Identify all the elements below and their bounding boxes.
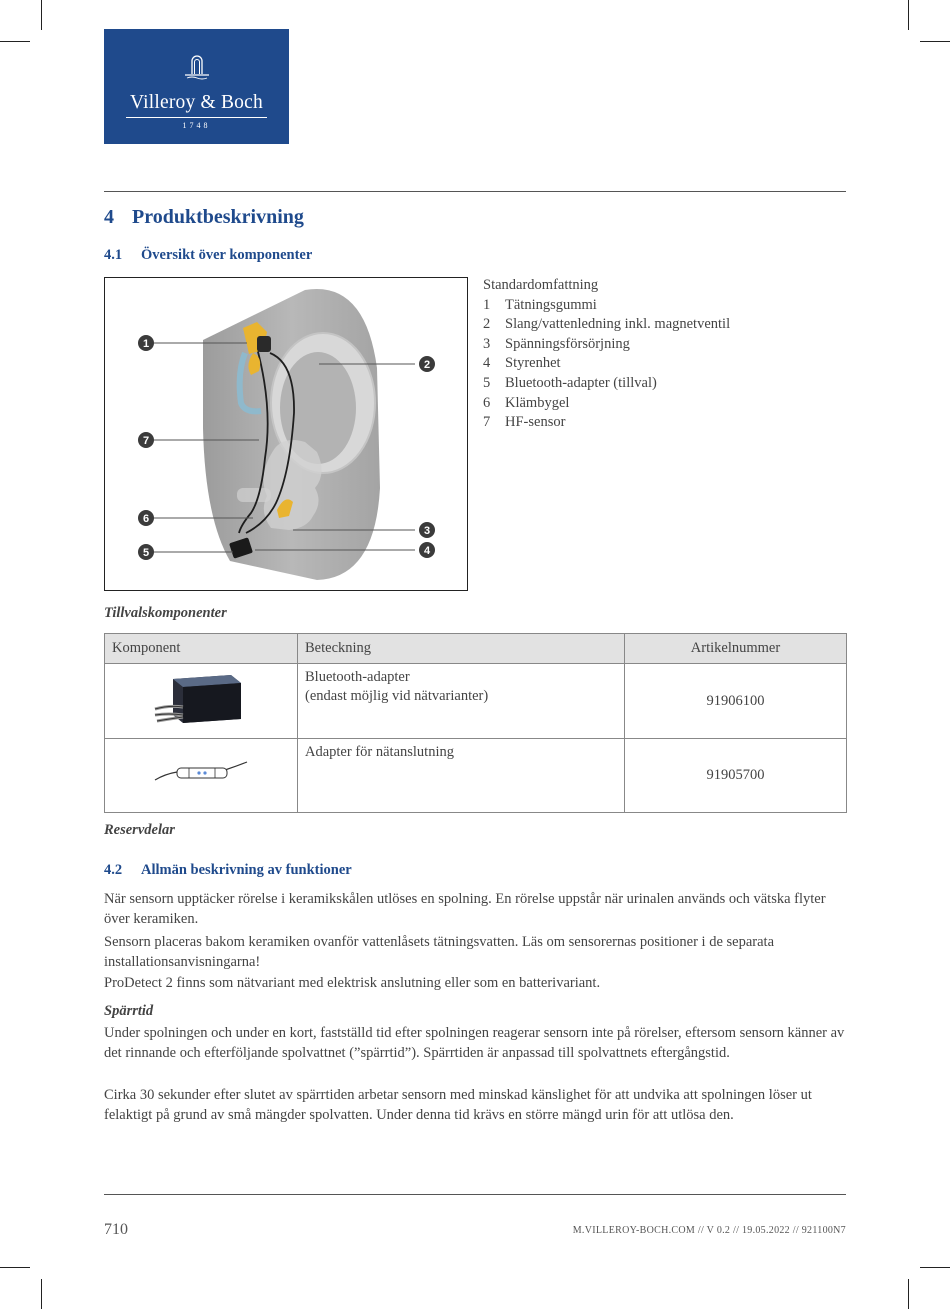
- callout-6: [138, 510, 154, 526]
- svg-text:1: 1: [142, 338, 150, 350]
- table-header-row: [105, 634, 847, 664]
- spare-parts-caption: Reservdelar: [104, 822, 175, 838]
- component-image-cell: [105, 739, 298, 813]
- top-rule: [104, 191, 846, 192]
- designation-cell: [298, 739, 625, 813]
- svg-text:3: 3: [423, 525, 431, 537]
- crop-mark: [920, 41, 950, 42]
- scope-item: 1 Tätningsgummi: [483, 296, 597, 313]
- logo-emblem-icon: [182, 51, 212, 81]
- callout-2: [419, 356, 435, 372]
- section-title: Produktbeskrivning: [132, 206, 304, 228]
- callout-3: [419, 522, 435, 538]
- component-image-cell: [105, 664, 298, 739]
- subsection-heading-1: [104, 247, 312, 264]
- svg-text:2: 2: [423, 359, 431, 371]
- brand-name: Villeroy & Boch: [130, 92, 263, 113]
- body-paragraph: Under spolningen och under en kort, fastställd tid efter spolningen reagerar sensorn inte på rörelser, eftersom sensorn känner av det rinnande och efterföljande spolvattnet (”spärrtid”). Spärrtiden är anpassad till spolvattnets eftergångstid.: [104, 1025, 845, 1061]
- body-paragraph: När sensorn upptäcker rörelse i keramikskålen utlöses en spolning. En rörelse uppstår när urinalen används och vätska flyter över keramiken.: [104, 891, 826, 927]
- subsection-number: 4.2: [104, 862, 123, 878]
- mains-adapter-image: [151, 758, 251, 788]
- callout-7: [138, 432, 154, 448]
- body-paragraph: Sensorn placeras bakom keramiken ovanför vattenlåsets tätningsvatten. Läs om sensorernas positioner i de separata installationsanvisningarna!: [104, 934, 775, 970]
- crop-mark: [908, 0, 909, 30]
- callout-4: [419, 542, 435, 558]
- designation-line-2: (endast möjlig vid nätvarianter): [305, 688, 489, 704]
- scope-item: 3 Spänningsförsörjning: [483, 335, 630, 352]
- svg-text:7: 7: [142, 435, 150, 447]
- crop-mark: [920, 1267, 950, 1268]
- footer-meta: M.VILLEROY-BOCH.COM // V 0.2 // 19.05.2022 // 921100N7: [572, 1225, 846, 1236]
- crop-mark: [0, 1267, 30, 1268]
- subsection-title: Översikt över komponenter: [141, 247, 313, 263]
- body-paragraph: ProDetect 2 finns som nätvariant med elektrisk anslutning eller som en batterivariant.: [104, 975, 601, 991]
- section-number: 4: [104, 206, 114, 228]
- crop-mark: [41, 1279, 42, 1309]
- callout-1: [138, 335, 154, 351]
- scope-list: [483, 296, 730, 433]
- article-number-cell: 91905700: [625, 739, 847, 813]
- header-article-number: Artikelnummer: [625, 634, 847, 664]
- designation-line-1: Adapter för nätanslutning: [305, 744, 454, 760]
- standard-scope: [483, 276, 730, 433]
- svg-text:5: 5: [142, 547, 150, 559]
- footer-rule: [104, 1194, 846, 1195]
- subsection-number: 4.1: [104, 247, 123, 263]
- scope-item: 5 Bluetooth-adapter (tillval): [483, 374, 657, 391]
- subsection-title: Allmän beskrivning av funktioner: [141, 862, 352, 878]
- crop-mark: [0, 41, 30, 42]
- table-row: [105, 664, 847, 739]
- svg-text:6: 6: [142, 513, 150, 525]
- article-number-cell: 91906100: [625, 664, 847, 739]
- lock-time-heading: Spärrtid: [104, 1003, 154, 1019]
- subsection-heading-2: [104, 862, 352, 879]
- svg-text:4: 4: [423, 545, 431, 557]
- scope-item: 7 HF-sensor: [483, 414, 566, 431]
- crop-mark: [908, 1279, 909, 1309]
- brand-year: 1748: [182, 121, 211, 130]
- bluetooth-adapter-image: [153, 669, 249, 729]
- header-designation: Beteckning: [298, 634, 625, 664]
- designation-line-1: Bluetooth-adapter: [305, 669, 410, 685]
- page-number: 710: [104, 1221, 128, 1238]
- component-overview-figure: [104, 277, 468, 591]
- scope-item: 4 Styrenhet: [483, 355, 561, 372]
- designation-cell: [298, 664, 625, 739]
- brand-logo[interactable]: [104, 29, 289, 144]
- urinal-illustration: [105, 278, 468, 591]
- brand-underline: [126, 117, 267, 118]
- scope-title: Standardomfattning: [483, 277, 599, 293]
- optional-components-table: [104, 633, 847, 813]
- crop-mark: [41, 0, 42, 30]
- body-paragraph: Cirka 30 sekunder efter slutet av spärrtiden arbetar sensorn med minskad känslighet för att undvika att spolningen löser ut felaktigt på grund av små mängder spolvatten. Under denna tid krävs en större mängd urin för att utlösa den.: [104, 1087, 812, 1123]
- table-row: [105, 739, 847, 813]
- callout-5: [138, 544, 154, 560]
- section-heading: [104, 206, 304, 229]
- scope-item: 6 Klämbygel: [483, 394, 570, 411]
- header-component: Komponent: [105, 634, 298, 664]
- optional-components-caption: Tillvalskomponenter: [104, 605, 227, 621]
- scope-item: 2 Slang/vattenledning inkl. magnetventil: [483, 316, 731, 333]
